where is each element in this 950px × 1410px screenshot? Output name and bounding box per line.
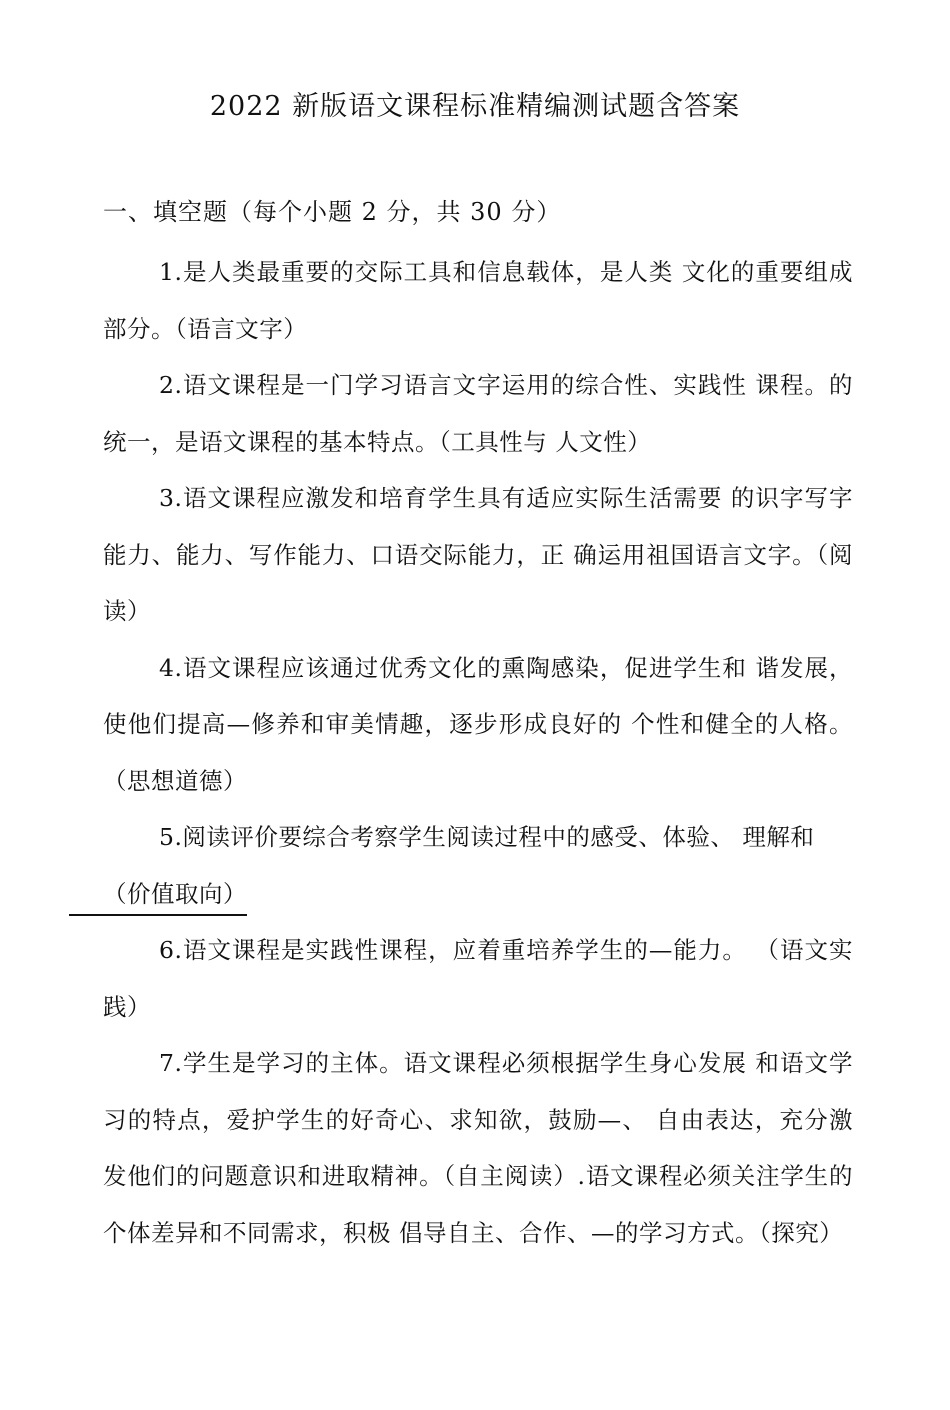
question-5-answer [47,866,247,923]
question-5-text: 5.阅读评价要综合考察学生阅读过程中的感受、体验、 理解和 [159,823,815,851]
question-5 [103,809,853,922]
section-heading: 一、填空题（每个小题 2 分，共 30 分） [103,198,562,226]
document-title: 2022 新版语文课程标准精编测试题含答案 [209,91,741,122]
question-6: 6.语文课程是实践性课程，应着重培养学生的—能力。 （语文实践） [103,936,853,1021]
question-4: 4.语文课程应该通过优秀文化的熏陶感染，促进学生和 谐发展，使他们提高—修养和审美情趣，逐步形成良好的 个性和健全的人格。（思想道德） [103,653,853,795]
question-2: 2.语文课程是一门学习语言文字运用的综合性、实践性 课程。的统一，是语文课程的基本特点。（工具性与 人文性） [103,371,853,456]
question-5-answer-text: （价值取向） [103,879,247,908]
question-1: 1.是人类最重要的交际工具和信息载体，是人类 文化的重要组成部分。（语言文字） [103,258,853,343]
question-7: 7.学生是学习的主体。语文课程必须根据学生身心发展 和语文学习的特点，爱护学生的好奇心、求知欲，鼓励—、 自由表达，充分激发他们的问题意识和进取精神。（自主阅读）.语文课程必须关注学生的个体差异和不同需求，积极 倡导自主、合作、—的学习方式。（探究） [103,1049,853,1247]
question-3: 3.语文课程应激发和培育学生具有适应实际生活需要 的识字写字能力、能力、写作能力、口语交际能力，正 确运用祖国语言文字。（阅读） [103,484,853,625]
answer-underline [69,914,247,916]
question-list [103,244,853,1261]
